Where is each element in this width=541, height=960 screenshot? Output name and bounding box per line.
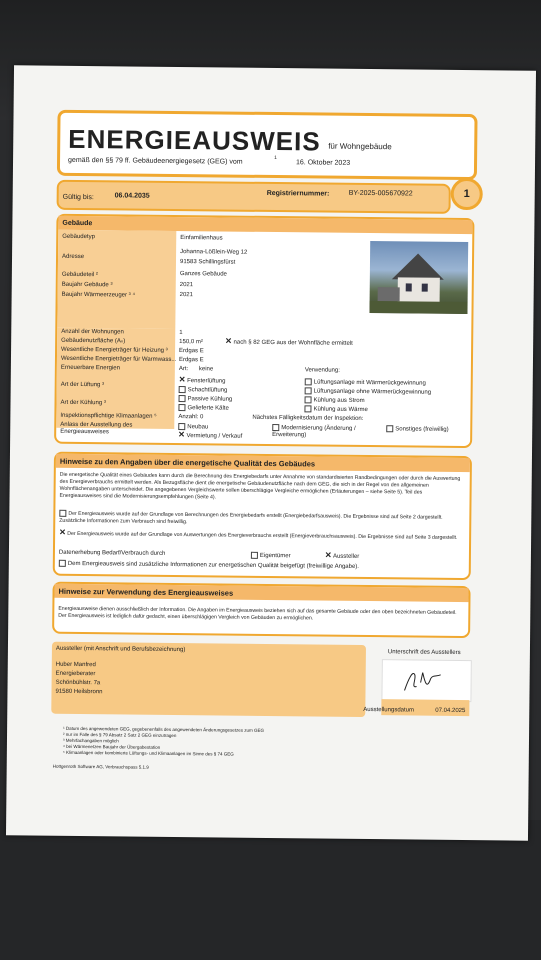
row-value-baujahr-waerme: 2021 [179,292,194,299]
hints-quality-section [53,452,472,580]
lueftung-mit-wrg [305,378,426,387]
kuehlung-strom [305,396,365,405]
lueftung-ohne-wrg-label: Lüftungsanlage ohne Wärmerückgewinnung [313,388,432,396]
building-photo [369,241,468,314]
klima-value: Anzahl: 0 [178,414,204,421]
valid-until-label: Gültig bis: [62,193,94,202]
footnote-mark: 1 [274,155,277,162]
row-value-gebaeudeteil: Ganzes Gebäude [179,271,227,278]
validity-bar [57,180,451,214]
anlass-sonstiges [386,425,448,434]
issue-date-value: 07.04.2025 [435,707,466,715]
kuehlung-kaelte [178,404,228,413]
anlass-vermietung-label: Vermietung / Verkauf [186,433,243,440]
signature-label: Unterschrift des Ausstellers [387,649,461,656]
hints-option-verbrauch: ✕ Der Energieausweis wurde auf der Grundlage von Auswertungen des Energieverbrauchs erstellt (Energieverbrauchsausweis). Die Ergebnisse sind auf Seite 3 dargestellt. [59,527,458,541]
row-label-erneuerbar: Erneuerbare Energien [60,364,120,372]
issue-date: 16. Oktober 2023 [296,159,351,167]
row-value-erneuerbar: keine [198,366,214,373]
title-suffix: für Wohngebäude [328,141,392,152]
footnote-2: ² nur im Falle des § 79 Absatz 2 Satz 2 GEG einzutragen [63,731,177,739]
issuer-title: Energieberater [55,670,96,678]
verwendung-label: Verwendung: [304,367,340,374]
lueftung-schacht [179,386,228,395]
issuer-name: Huber Manfred [55,661,96,669]
klima-label: Inspektionspflichtige Klimaanlagen ⁵ [60,412,157,420]
footnote-1: ¹ Datum des angewendeten GEG, gegebenenfalls des angewendeten Änderungsgesetzes zum GEG [63,725,265,733]
lueftung-schacht-label: Schachtlüftung [187,387,228,394]
faellig-label: Nächstes Fälligkeitsdatum der Inspektion: [252,414,364,422]
row-label-baujahr-waerme: Baujahr Wärmeerzeuger ³ ⁴ [61,291,135,299]
issuer-city: 91580 Heilsbronn [55,688,103,696]
anlass-neubau-label: Neubau [187,424,209,431]
footnote-5: ⁵ Klimaanlagen oder kombinierte Lüftungs- und Klimaanlagen im Sinne des § 74 GEG [62,749,234,757]
handwritten-signature [382,660,470,701]
hints-option-bedarf [59,510,463,529]
document-title: ENERGIEAUSWEIS [68,123,321,157]
area-note: nach § 82 GEG aus der Wohnfläche ermittelt [233,339,353,347]
row-value-warmwasser: Erdgas E [178,357,204,364]
software-credit: Hottgenroth Software AG, Verbrauchspass 5.1.9 [52,763,149,770]
anlass-modernisierung-label: Modernisierung (Änderung / Erweiterung) [272,425,356,439]
hints-option-bedarf-label: Der Energieausweis wurde auf der Grundlage von Berechnungen des Energiebedarfs erstellt (Energiebedarfsausweis). Die Ergebnisse sind auf Seite 2 dargestellt. Zusätzliche Informationen zum Verbrauch sind freiwillig. [59,510,443,526]
building-heading: Gebäude [62,219,93,228]
row-label-warmwasser: Wesentliche Energieträger für Warmwass... [60,355,177,364]
kuehlung-kaelte-label: Gelieferte Kälte [187,405,229,412]
row-value-wohnungen: 1 [179,330,183,337]
energy-certificate-page [6,65,536,840]
kuehlung-passiv-label: Passive Kühlung [187,396,233,403]
hints-usage-section [52,582,471,638]
anlass-vermietung: ✕ Vermietung / Verkauf [178,430,243,440]
page-number: 1 [463,188,470,201]
anlass-sonstiges-label: Sonstiges (freiwillig) [395,426,449,433]
area-note-checkbox: ✕ nach § 82 GEG aus der Wohnfläche ermittelt [225,336,353,347]
aussteller-label: Aussteller [332,553,360,560]
eigentuemer-label: Eigentümer [259,552,291,560]
valid-until-date: 06.04.2035 [114,192,150,200]
hints-option-zusatz-label: Dem Energieausweis sind zusätzliche Informationen zur energetischen Qualität beigefügt (freiwillige Angabe). [67,560,360,571]
hints-option-zusatz [59,560,359,571]
row-label-wohnungen: Anzahl der Wohnungen [61,328,124,336]
datenerhebung-eigentuemer [251,552,291,560]
kuehlung-waerme-label: Kühlung aus Wärme [313,406,368,414]
issuer-street: Schönbühlstr. 7a [55,679,101,687]
row-label-adresse: Adresse [62,253,85,261]
footnote-4: ⁴ bei Wärmenetzen Baujahr der Übergabestation [62,743,161,750]
row-value-gebaeudetyp: Einfamilienhaus [180,235,223,242]
hints-usage-heading: Hinweise zur Verwendung des Energieausweises [58,586,234,598]
datenerhebung-aussteller: ✕ Aussteller [324,550,360,560]
row-value-ort: 91583 Schillingsfürst [179,259,236,266]
footnote-3: ³ Mehrfachangaben möglich [62,737,119,744]
lueftung-ohne-wrg [305,387,431,396]
registration-number: BY-2025-005670922 [348,189,413,198]
kuehlung-label: Art der Kühlung ³ [60,399,106,407]
row-value-baujahr: 2021 [179,282,194,289]
registration-label: Registriernummer: [266,189,330,198]
anlass-modernisierung [272,424,362,440]
hints-quality-heading: Hinweise zu den Angaben über die energetische Qualität des Gebäudes [59,456,316,469]
row-label-heizung: Wesentliche Energieträger für Heizung ³ [61,346,168,354]
hints-usage-text: Energieausweise dienen ausschließlich der Information. Die Angaben im Energieausweis beziehen sich auf das gesamte Gebäude oder den oben bezeichneten Gebäudeteil. Der Energieausweis ist lediglich dafür gedacht, einen überschlägigen Vergleich von Gebäuden zu ermöglichen. [58,605,457,622]
lueftung-label: Art der Lüftung ³ [60,381,105,389]
legal-subtitle: gemäß den §§ 79 ff. Gebäudeenergiegesetz (GEG) vom [68,156,243,166]
signature-area [381,659,471,702]
issuer-box [51,642,366,717]
lueftung-fenster-label: Fensterlüftung [187,378,226,385]
lueftung-mit-wrg-label: Lüftungsanlage mit Wärmerückgewinnung [313,379,426,387]
row-label-gebaeudeteil: Gebäudeteil ² [61,271,98,279]
anlass-label: Anlass der Ausstellung des Energieausweises [60,421,133,436]
issuer-label: Aussteller (mit Anschrift und Berufsbezeichnung) [55,645,186,654]
row-value-nutzflaeche: 150,0 m² [179,339,203,346]
row-label-nutzflaeche: Gebäudenutzfläche (Aₙ) [61,337,126,345]
kuehlung-passiv [179,395,233,404]
row-value-heizung: Erdgas E [179,348,204,355]
page-number-badge [451,178,483,210]
title-box [57,110,478,180]
hints-option-verbrauch-label: Der Energieausweis wurde auf der Grundlage von Auswertungen des Energieverbrauchs erstellt (Energieverbrauchsausweis). Die Ergebnisse sind auf Seite 3 dargestellt. [67,530,458,541]
lueftung-fenster: ✕ Fensterlüftung [178,375,226,385]
kuehlung-waerme [304,405,367,414]
datenerhebung-label: Datenerhebung Bedarf/Verbrauch durch [58,549,166,557]
art-label: Art: [178,366,189,373]
row-value-adresse: Johanna-Lößlein-Weg 12 [180,249,248,256]
row-label-gebaeudetyp: Gebäudetyp [62,233,95,241]
kuehlung-strom-label: Kühlung aus Strom [313,397,365,405]
hints-quality-text: Die energetische Qualität eines Gebäudes kann durch die Berechnung des Energiebedarfs unter Annahme von standardisierten Randbedingungen oder durch die Auswertung des Energieverbrauchs ermittelt werden. Als Bezugsfläche dient die energetische Gebäudenutzfläche nach dem GEG, die sich in der Regel von den allgemeinen Wohnflächenangaben unterscheidet. Die angegebenen Vergleichswerte sollen überschlägige Vergleiche ermöglichen (Erläuterungen – siehe Seite 5). Teil des Energieausweises sind die Modernisierungsempfehlungen (Seite 4). [59,471,461,501]
row-label-baujahr: Baujahr Gebäude ³ [61,281,113,289]
background-table [0,820,541,960]
issue-date-label: Ausstellungsdatum [363,706,415,714]
building-section [54,214,474,448]
